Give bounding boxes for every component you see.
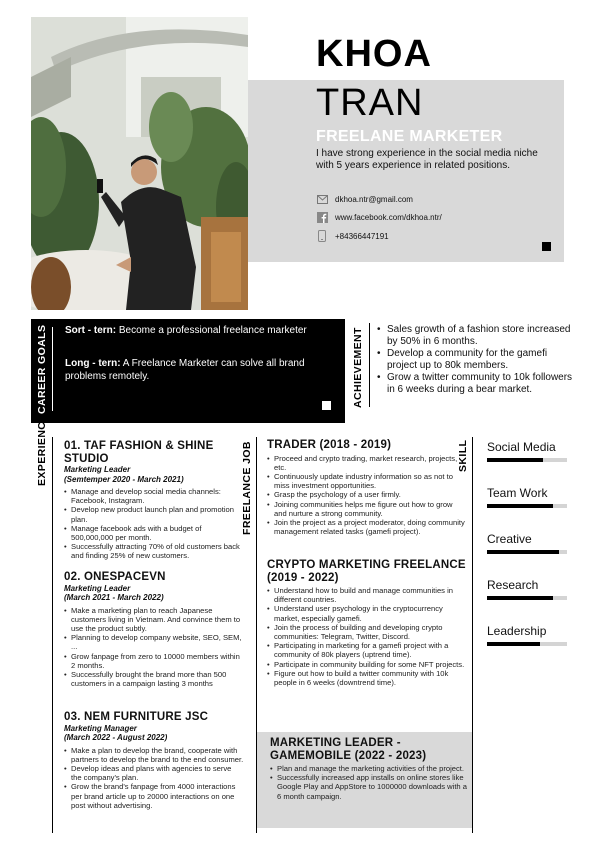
skill-divider bbox=[472, 437, 473, 833]
job-title: 03. NEM FURNITURE JSC bbox=[64, 711, 209, 723]
skill-name: Creative bbox=[487, 532, 532, 546]
achievement-item: • Grow a twitter community to 10k followers in 6 weeks during a bear market. bbox=[377, 372, 573, 396]
job-bullet: • Grow the brand's fanpage from 4000 interactions per brand article up to 20000 interactions on one post without advertising. bbox=[64, 782, 244, 810]
job-bullets bbox=[270, 764, 467, 801]
career-goals-divider bbox=[52, 327, 53, 411]
skill-item bbox=[487, 578, 567, 600]
contact-phone[interactable] bbox=[316, 230, 389, 242]
job-bullet: • Planning to develop company website, SEO, SEM, ... bbox=[64, 633, 244, 651]
skill-bar-fill bbox=[487, 596, 553, 600]
decor-square-white bbox=[322, 401, 331, 410]
skill-bar-fill bbox=[487, 504, 553, 508]
skill-item bbox=[487, 532, 567, 554]
skill-item bbox=[487, 486, 567, 508]
job-bullets bbox=[64, 746, 244, 810]
job-bullet: • Joining communities helps me figure out how to grow and nurture a strong community. bbox=[267, 500, 467, 518]
facebook-icon bbox=[316, 211, 328, 223]
job-title: MARKETING LEADER - GAMEMOBILE (2022 - 2023) bbox=[270, 737, 427, 762]
skill-bar bbox=[487, 550, 567, 554]
long-term-text: A Freelance Marketer can solve all brand problems remotely. bbox=[65, 358, 305, 382]
skill-bar-fill bbox=[487, 550, 559, 554]
last-name: TRAN bbox=[316, 82, 424, 124]
job-bullets bbox=[64, 487, 244, 561]
job-bullet: • Develop ideas and plans with agencies to serve the company's plan. bbox=[64, 764, 244, 782]
job-bullet: • Make a plan to develop the brand, cooperate with partners to develop the brand to the end consumer. bbox=[64, 746, 244, 764]
job-bullet: • Manage facebook ads with a budget of 500,000,000 per month. bbox=[64, 524, 244, 542]
skill-bar-fill bbox=[487, 642, 540, 646]
job-bullet: • Proceed and crypto trading, market research, projects, etc. bbox=[267, 454, 467, 472]
job-date: (March 2021 - March 2022) bbox=[64, 593, 164, 602]
contact-phone-text: +84366447191 bbox=[335, 231, 389, 241]
job-bullets bbox=[64, 606, 244, 689]
freelance-job-2 bbox=[267, 559, 467, 687]
skill-bar bbox=[487, 458, 567, 462]
job-bullet: • Develop new product launch plan and promotion plan. bbox=[64, 505, 244, 523]
skill-item bbox=[487, 624, 567, 646]
job-date: (Semtemper 2020 - March 2021) bbox=[64, 474, 184, 484]
job-position: Marketing Leader bbox=[64, 465, 131, 474]
skill-bar bbox=[487, 642, 567, 646]
job-position: Marketing Manager bbox=[64, 723, 137, 733]
job-bullets bbox=[267, 586, 467, 687]
job-bullet: • Successfully brought the brand more than 500 customers in a campaign lasting 3 months bbox=[64, 670, 244, 688]
job-bullets bbox=[267, 454, 467, 537]
job-bullet: • Understand user psychology in the cryptocurrency market, especially gamefi. bbox=[267, 604, 467, 622]
experience-divider bbox=[52, 437, 53, 833]
job-bullet: • Manage and develop social media channels: Facebook, Instagram. bbox=[64, 487, 244, 505]
achievement-list bbox=[377, 324, 573, 396]
decor-square-black bbox=[542, 242, 551, 251]
achievement-item: • Develop a community for the gamefi project up to 80k members. bbox=[377, 348, 573, 372]
job-bullet: • Figure out how to build a twitter community with 10k people in 6 weeks (downtrend time). bbox=[267, 669, 467, 687]
job-title: CRYPTO MARKETING FREELANCE (2019 - 2022) bbox=[267, 559, 466, 584]
long-term-label: Long - tern: bbox=[65, 358, 121, 369]
profile-photo bbox=[31, 17, 248, 310]
career-goals-heading: CAREER GOALS bbox=[36, 324, 48, 414]
short-term-label: Sort - tern: bbox=[65, 325, 117, 336]
freelance-job-1 bbox=[267, 439, 467, 536]
achievement-heading: ACHIEVEMENT bbox=[352, 327, 364, 408]
job-bullet: • Plan and manage the marketing activities of the project. bbox=[270, 764, 467, 773]
experience-job-1 bbox=[64, 440, 244, 561]
job-title: TRADER (2018 - 2019) bbox=[267, 439, 392, 451]
job-bullet: • Participating in marketing for a gamefi project with a community of 80k players (uptrend time). bbox=[267, 641, 467, 659]
skill-name: Leadership bbox=[487, 624, 547, 638]
job-bullet: • Join the project as a project moderator, doing community management related tasks (gamefi project). bbox=[267, 518, 467, 536]
experience-job-2 bbox=[64, 571, 244, 688]
long-term-goal bbox=[65, 358, 335, 383]
job-bullet: • Successfully increased app installs on online stores like Google Play and AppStore to 1000000 downloads with a 6 month campaign. bbox=[270, 773, 467, 801]
skill-bar bbox=[487, 504, 567, 508]
job-position: Marketing Leader bbox=[64, 583, 131, 593]
job-date: (March 2022 - August 2022) bbox=[64, 733, 168, 742]
job-title: 02. ONESPACEVN bbox=[64, 571, 166, 583]
short-term-goal bbox=[65, 325, 335, 338]
job-title: 01. TAF FASHION & SHINE STUDIO bbox=[64, 440, 214, 465]
freelance-job-heading: FREELANCE JOB bbox=[241, 441, 253, 535]
skill-name: Social Media bbox=[487, 440, 556, 454]
job-bullet: • Make a marketing plan to reach Japanese customers living in Vietnam. And convince them to use the product subtly. bbox=[64, 606, 244, 634]
skill-bar-fill bbox=[487, 458, 543, 462]
contact-email-text: dkhoa.ntr@gmail.com bbox=[335, 194, 413, 204]
skill-heading: SKILL bbox=[457, 439, 469, 472]
intro-text: I have strong experience in the social media niche with 5 years experience in related positions. bbox=[316, 148, 538, 171]
contact-facebook[interactable] bbox=[316, 211, 442, 223]
experience-job-3 bbox=[64, 711, 244, 810]
skill-name: Research bbox=[487, 578, 539, 592]
phone-icon bbox=[316, 230, 328, 242]
skill-item bbox=[487, 440, 567, 462]
job-bullet: • Grasp the psychology of a user firmly. bbox=[267, 490, 467, 499]
experience-heading: EXPERIENCE bbox=[36, 414, 48, 486]
first-name: KHOA bbox=[316, 33, 432, 75]
job-bullet: • Understand how to build and manage communities in different countries. bbox=[267, 586, 467, 604]
achievement-item: • Sales growth of a fashion store increased by 50% in 6 months. bbox=[377, 324, 573, 348]
contact-facebook-text: www.facebook.com/dkhoa.ntr/ bbox=[335, 212, 442, 222]
mail-icon bbox=[316, 193, 328, 205]
freelance-job-3 bbox=[270, 737, 467, 801]
job-bullet: • Continuously update industry information so as not to miss investment opportunities. bbox=[267, 472, 467, 490]
skill-name: Team Work bbox=[487, 486, 548, 500]
short-term-text: Become a professional freelance marketer bbox=[118, 325, 307, 336]
job-bullet: • Join the process of building and developing crypto communities: Telegram, Twitter, Discord. bbox=[267, 623, 467, 641]
job-role: FREELANE MARKETER bbox=[316, 128, 503, 145]
achievement-divider bbox=[369, 323, 370, 407]
job-bullet: • Successfully attracting 70% of old customers back and finding 25% of new customers. bbox=[64, 542, 244, 560]
contact-email[interactable] bbox=[316, 193, 413, 205]
job-bullet: • Participate in community building for some NFT projects. bbox=[267, 660, 467, 669]
job-bullet: • Grow fanpage from zero to 10000 members within 2 months. bbox=[64, 652, 244, 670]
skill-bar bbox=[487, 596, 567, 600]
